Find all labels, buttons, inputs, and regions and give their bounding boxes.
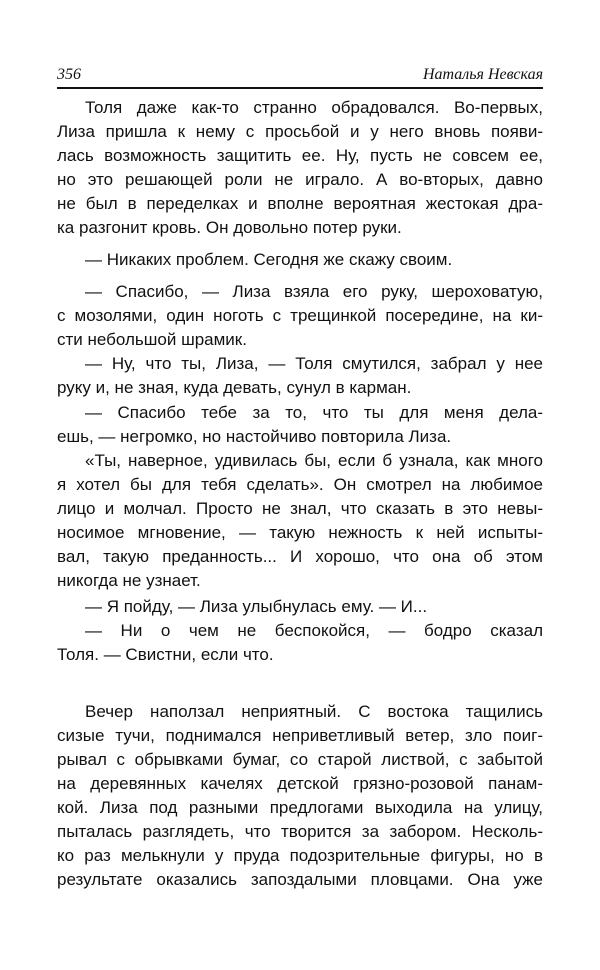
- text-line: — Ни о чем не беспокойся, — бодро сказал: [85, 621, 543, 640]
- text-line: сизые тучи, поднимался неприветливый ветер, зло поиг-: [57, 726, 543, 745]
- text-line: ко раз мелькнули у пруда подозрительные фигуры, но в: [57, 846, 543, 865]
- text-line: результате оказались запоздалыми пловцами. Она уже: [57, 870, 543, 889]
- text-line: но это решающей роли не играло. А во-вторых, давно: [57, 170, 543, 189]
- text-line: — Спасибо, — Лиза взяла его руку, шероховатую,: [85, 282, 543, 301]
- text-line: «Ты, наверное, удивилась бы, если б узнала, как много: [85, 451, 543, 470]
- text-line: вал, такую преданность... И хорошо, что она об этом: [57, 547, 543, 566]
- header-rule: [57, 87, 543, 89]
- text-line: — Никаких проблем. Сегодня же скажу своим.: [85, 250, 453, 269]
- text-line: с мозолями, один ноготь с трещинкой посередине, на ки-: [57, 306, 543, 325]
- text-line: кой. Лиза под разными предлогами выходила на улицу,: [57, 798, 543, 817]
- text-line: лицо и молчал. Просто не знал, что сказать в это невы-: [57, 499, 543, 518]
- text-line: никогда не узнает.: [57, 571, 201, 590]
- text-line: на деревянных качелях детской грязно-розовой панам-: [57, 774, 543, 793]
- running-header-author: Наталья Невская: [422, 66, 543, 83]
- text-line: сти небольшой шрамик.: [57, 330, 247, 349]
- page-number: 356: [57, 66, 81, 83]
- text-line: — Спасибо тебе за то, что ты для меня дела-: [85, 403, 543, 422]
- text-line: не был в переделках и вполне вероятная жестокая дра-: [57, 194, 543, 213]
- text-line: ка разгонит кровь. Он довольно потер руки.: [57, 218, 402, 237]
- text-line: я хотел бы для тебя сделать». Он смотрел на любимое: [57, 475, 543, 494]
- text-line: Лиза пришла к нему с просьбой и у него вновь появи-: [57, 122, 543, 141]
- text-line: — Я пойду, — Лиза улыбнулась ему. — И...: [85, 597, 428, 616]
- text-line: ешь, — негромко, но настойчиво повторила Лиза.: [57, 427, 452, 446]
- text-line: Толя. — Свистни, если что.: [57, 645, 274, 664]
- text-line: Вечер наползал неприятный. С востока тащились: [85, 702, 543, 721]
- text-line: Толя даже как-то странно обрадовался. Во-первых,: [85, 98, 543, 117]
- text-line: носимое мгновение, — такую нежность к ней испыты-: [57, 523, 543, 542]
- text-line: — Ну, что ты, Лиза, — Толя смутился, забрал у нее: [85, 354, 543, 373]
- text-line: пыталась разглядеть, что творится за забором. Несколь-: [57, 822, 543, 841]
- text-line: рывал с обрывками бумаг, со старой листвой, с забытой: [57, 750, 543, 769]
- text-line: лась возможность защитить ее. Ну, пусть не совсем ее,: [57, 146, 543, 165]
- text-line: руку и, не зная, куда девать, сунул в карман.: [57, 378, 412, 397]
